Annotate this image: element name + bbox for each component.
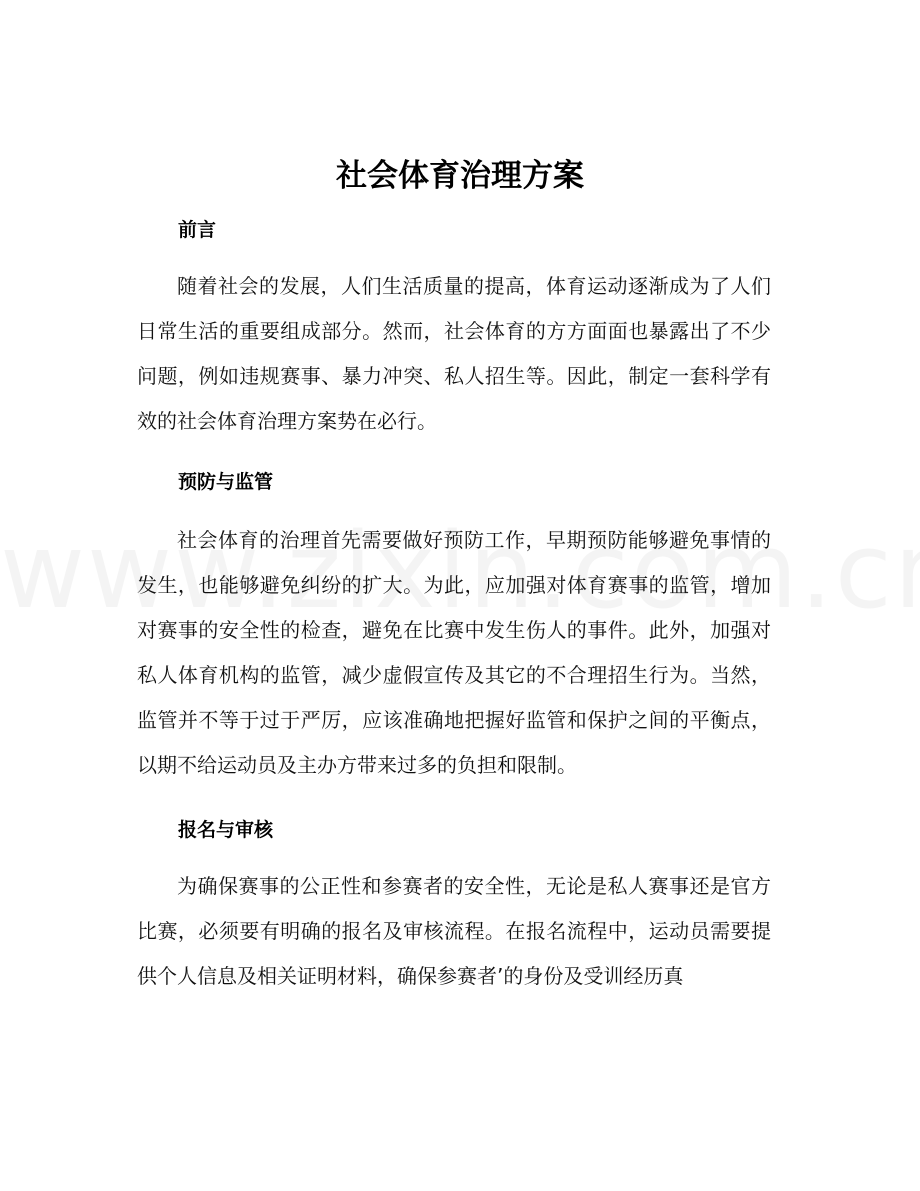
document-title: 社会体育治理方案 [336, 158, 584, 194]
section-paragraph-prevention: 社会体育的治理首先需要做好预防工作，早期预防能够避免事情的发生，也能够避免纠纷的扩大。为此，应加强对体育赛事的监管，增加对赛事的安全性的检查，避免在比赛中发生伤人的事件。此外，加强对私人体育机构的监管，减少虚假宣传及其它的不合理招生行为。当然，监管并不等于过于严厉，应该准确地把握好监管和保护之间的平衡点，以期不给运动员及主办方带来过多的负担和限制。 [137, 528, 771, 777]
section-heading-registration: 报名与审核 [178, 819, 274, 841]
section-heading-preface: 前言 [178, 219, 217, 241]
section-heading-prevention: 预防与监管 [178, 471, 274, 493]
section-paragraph-registration: 为确保赛事的公正性和参赛者的安全性，无论是私人赛事还是官方比赛，必须要有明确的报名及审核流程。在报名流程中，运动员需要提供个人信息及相关证明材料，确保参赛者’的身份及受训经历真 [137, 874, 771, 988]
section-paragraph-preface: 随着社会的发展，人们生活质量的提高，体育运动逐渐成为了人们日常生活的重要组成部分。然而，社会体育的方方面面也暴露出了不少问题，例如违规赛事、暴力冲突、私人招生等。因此，制定一套科学有效的社会体育治理方案势在必行。 [137, 274, 771, 433]
